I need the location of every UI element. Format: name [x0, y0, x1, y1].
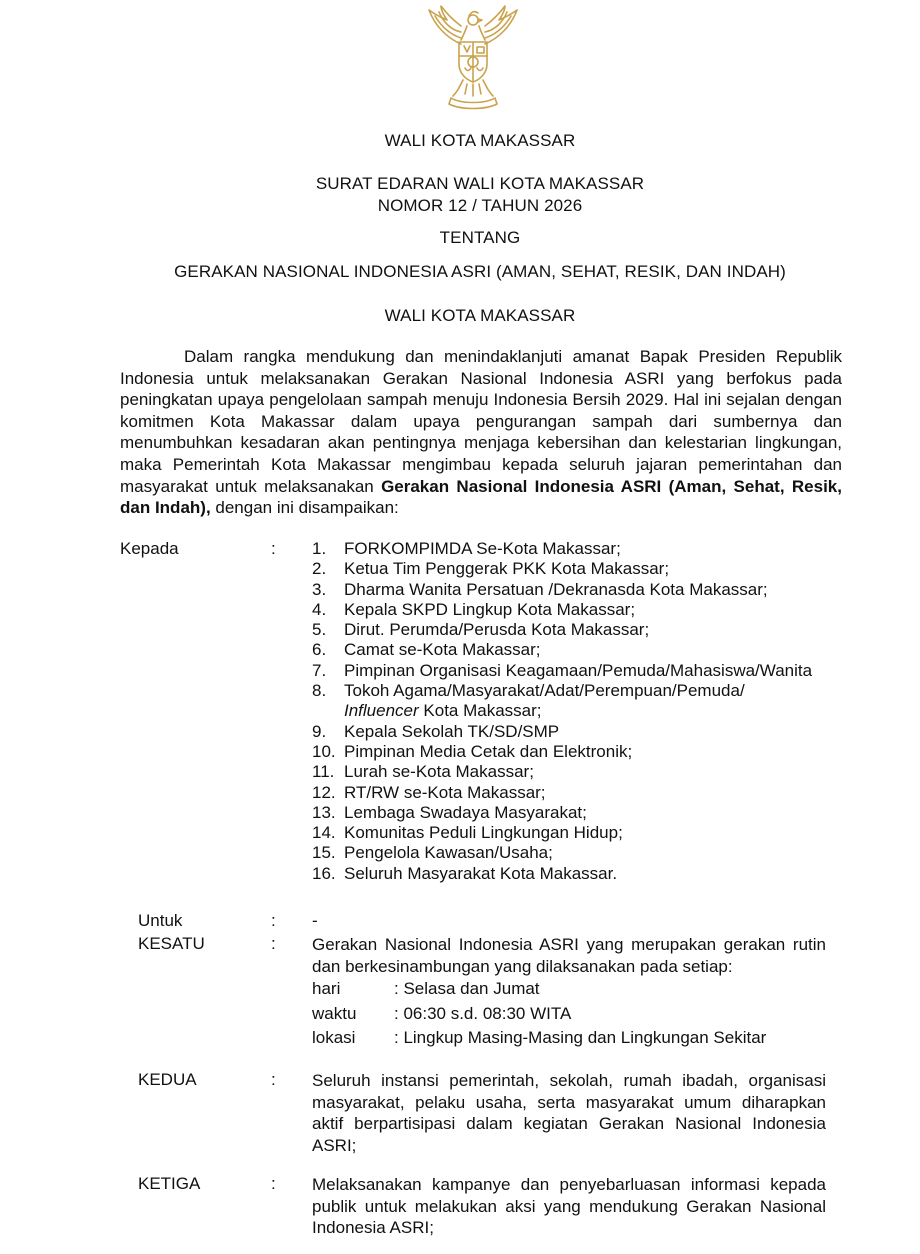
recipients-list	[312, 539, 812, 884]
list-item	[312, 681, 812, 722]
list-text-italic: Influencer	[344, 701, 419, 721]
list-number: 1.	[312, 539, 327, 558]
list-item	[312, 742, 812, 762]
ketiga-text: Melaksanakan kampanye dan penyebarluasan informasi kepada publik untuk melakukan aksi yang mendukung Gerakan Nasional Indonesia ASRI;	[312, 1175, 826, 1237]
list-text: FORKOMPIMDA Se-Kota Makassar;	[344, 539, 621, 558]
list-item	[312, 762, 812, 782]
list-item	[312, 539, 812, 559]
list-text: Ketua Tim Penggerak PKK Kota Makassar;	[344, 559, 670, 579]
list-text: Camat se-Kota Makassar;	[344, 640, 541, 660]
garuda-emblem-icon	[417, 4, 529, 112]
schedule-key: hari	[312, 979, 341, 998]
list-item	[312, 640, 812, 660]
kedua-label: KEDUA	[138, 1070, 197, 1089]
intro-text: Dalam rangka mendukung dan menindaklanjuti amanat Bapak Presiden Republik Indonesia untuk melaksanakan Gerakan Nasional Indonesia ASRI yang berfokus pada peningkatan upaya pengelolaan sampah menuju Indonesia Bersih 2029. Hal ini sejalan dengan komitmen Kota Makassar dalam upaya pengurangan sampah dari sumbernya dan menumbuhkan kesadaran akan pentingnya menjaga kebersihan dan kelestarian lingkungan, maka Pemerintah Kota Makassar mengimbau kepada seluruh jajaran pemerintahan dan masyarakat untuk melaksanakan	[120, 347, 842, 496]
list-item	[312, 843, 812, 863]
list-number: 15.	[312, 843, 336, 863]
office-heading: WALI KOTA MAKASSAR	[384, 131, 576, 150]
schedule-key: lokasi	[312, 1028, 356, 1047]
list-text: Seluruh Masyarakat Kota Makassar.	[344, 863, 618, 883]
document-number: NOMOR 12 / TAHUN 2026	[377, 196, 583, 215]
list-text: RT/RW se-Kota Makassar;	[344, 782, 546, 802]
list-item	[312, 580, 812, 600]
purpose-value: -	[312, 911, 318, 930]
list-text: Dirut. Perumda/Perusda Kota Makassar;	[344, 620, 650, 640]
list-number: 11.	[312, 762, 335, 782]
list-number: 7.	[312, 660, 327, 680]
list-number: 5.	[312, 620, 327, 640]
list-text: Lembaga Swadaya Masyarakat;	[344, 802, 587, 822]
list-number: 16.	[312, 863, 336, 883]
list-text: Komunitas Peduli Lingkungan Hidup;	[344, 823, 623, 843]
list-text: Pimpinan Organisasi Keagamaan/Pemuda/Mahasiswa/Wanita	[344, 660, 813, 680]
list-item	[312, 620, 812, 640]
list-text: Tokoh Agama/Masyarakat/Adat/Perempuan/Pemuda/	[344, 681, 745, 701]
recipients-colon: :	[271, 539, 276, 558]
purpose-colon: :	[271, 911, 276, 930]
list-item	[312, 722, 812, 742]
list-text: Dharma Wanita Persatuan /Dekranasda Kota Makassar;	[344, 579, 768, 599]
intro-paragraph	[120, 346, 842, 519]
list-item	[312, 600, 812, 620]
list-text: Kepala SKPD Lingkup Kota Makassar;	[344, 599, 636, 619]
list-text: Kepala Sekolah TK/SD/SMP	[344, 721, 560, 741]
list-text: Lurah se-Kota Makassar;	[344, 762, 534, 782]
schedule-value: : 06:30 s.d. 08:30 WITA	[394, 1003, 572, 1023]
list-item	[312, 823, 812, 843]
list-text: Pengelola Kawasan/Usaha;	[344, 843, 553, 863]
ketiga-label: KETIGA	[138, 1174, 201, 1193]
list-number: 6.	[312, 640, 327, 660]
kesatu-colon: :	[271, 934, 276, 953]
schedule-value: : Lingkup Masing-Masing dan Lingkungan Sekitar	[394, 1028, 767, 1047]
list-number: 13.	[312, 802, 336, 822]
list-number: 9.	[312, 721, 327, 741]
schedule-value: : Selasa dan Jumat	[394, 979, 540, 998]
list-number: 2.	[312, 559, 327, 579]
purpose-label: Untuk	[138, 911, 183, 930]
kesatu-label: KESATU	[138, 934, 205, 953]
list-number: 14.	[312, 823, 336, 843]
list-number: 12.	[312, 782, 336, 802]
list-number: 10.	[312, 741, 336, 761]
list-item	[312, 864, 812, 884]
list-item	[312, 803, 812, 823]
list-item	[312, 559, 812, 579]
list-item	[312, 783, 812, 803]
list-number: 4.	[312, 599, 327, 619]
schedule-key: waktu	[312, 1003, 357, 1023]
office-repeat-heading: WALI KOTA MAKASSAR	[384, 306, 576, 325]
list-text-continued: Kota Makassar;	[418, 701, 542, 721]
document-subject: GERAKAN NASIONAL INDONESIA ASRI (AMAN, SEHAT, RESIK, DAN INDAH)	[174, 262, 786, 281]
list-item	[312, 661, 812, 681]
about-label: TENTANG	[439, 228, 521, 247]
intro-tail-text: dengan ini disampaikan:	[210, 498, 399, 518]
intro-bold-text: Gerakan Nasional Indonesia ASRI (Aman, Sehat, Resik, dan Indah),	[120, 476, 842, 518]
kedua-colon: :	[271, 1070, 276, 1089]
list-text: Pimpinan Media Cetak dan Elektronik;	[344, 741, 633, 761]
kesatu-text: Gerakan Nasional Indonesia ASRI yang merupakan gerakan rutin dan berkesinambungan yang dilaksanakan pada setiap:	[312, 935, 826, 976]
document-type: SURAT EDARAN WALI KOTA MAKASSAR	[315, 174, 645, 193]
list-number: 3.	[312, 579, 327, 599]
ketiga-colon: :	[271, 1174, 276, 1193]
list-number: 8.	[312, 681, 327, 701]
recipients-label: Kepada	[120, 539, 179, 558]
kedua-text: Seluruh instansi pemerintah, sekolah, rumah ibadah, organisasi masyarakat, pelaku usaha, serta masyarakat umum diharapkan aktif berpartisipasi dalam kegiatan Gerakan Nasional Indonesia ASRI;	[312, 1071, 826, 1155]
